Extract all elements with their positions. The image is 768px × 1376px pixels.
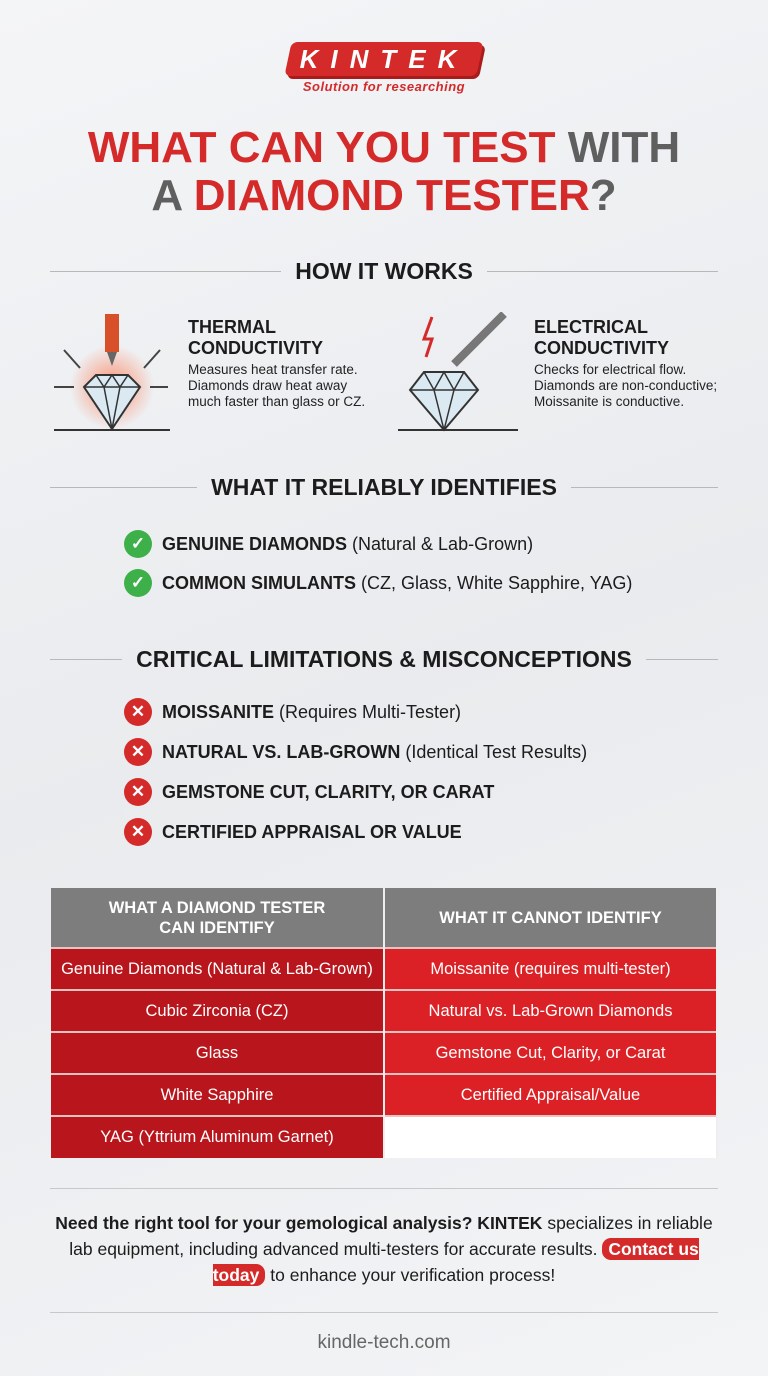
table-row: Genuine Diamonds (Natural & Lab-Grown) Moissanite (requires multi-tester) [51,948,717,990]
page-title-line1: WHAT CAN YOU TEST WITH [87,123,681,172]
how-it-works-heading: HOW IT WORKS [50,258,718,285]
check-icon: ✓ [124,530,152,558]
limitation-item: ✕ NATURAL VS. LAB-GROWN (Identical Test Results) [124,738,587,766]
limitation-item: ✕ CERTIFIED APPRAISAL OR VALUE [124,818,462,846]
x-icon: ✕ [124,818,152,846]
limitations-heading: CRITICAL LIMITATIONS & MISCONCEPTIONS [50,646,718,673]
identify-item: ✓ COMMON SIMULANTS (CZ, Glass, White Sapphire, YAG) [124,569,632,597]
table-row: White Sapphire Certified Appraisal/Value [51,1074,717,1116]
divider [50,1312,718,1313]
comparison-table [51,888,718,1158]
thermal-conductivity-block: THERMAL CONDUCTIVITY Measures heat transfer rate. Diamonds draw heat away much faster than glass or CZ. [188,317,366,409]
x-icon: ✕ [124,778,152,806]
cta-text: Need the right tool for your gemological analysis? KINTEK specializes in reliable lab equipment, including advanced multi-testers for accurate results. Contact us today to enhance your verification process! [55,1213,713,1285]
table-row: Cubic Zirconia (CZ) Natural vs. Lab-Grown Diamonds [51,990,717,1032]
limitation-item: ✕ GEMSTONE CUT, CLARITY, OR CARAT [124,778,494,806]
table-header-row: WHAT A DIAMOND TESTER CAN IDENTIFY WHAT IT CANNOT IDENTIFY [51,888,717,948]
kintek-logo: KINTEK [284,42,483,76]
limitation-item: ✕ MOISSANITE (Requires Multi-Tester) [124,698,461,726]
identifies-heading: WHAT IT RELIABLY IDENTIFIES [50,474,718,501]
divider [50,1188,718,1189]
tagline: Solution for researching [302,79,466,94]
table-row: Glass Gemstone Cut, Clarity, or Carat [51,1032,717,1074]
x-icon: ✕ [124,738,152,766]
contact-us-button[interactable]: Contact us today [212,1239,699,1285]
check-icon: ✓ [124,569,152,597]
thermal-diamond-icon [52,312,172,432]
footer-url[interactable]: kindle-tech.com [317,1332,451,1353]
page-title-line2: A DIAMOND TESTER? [151,171,617,220]
electrical-conductivity-block: ELECTRICAL CONDUCTIVITY Checks for electrical flow. Diamonds are non-conductive; Moissanite is conductive. [534,317,718,409]
table-row: YAG (Yttrium Aluminum Garnet) [51,1116,717,1158]
x-icon: ✕ [124,698,152,726]
electrical-diamond-icon [396,312,520,432]
identify-item: ✓ GENUINE DIAMONDS (Natural & Lab-Grown) [124,530,533,558]
